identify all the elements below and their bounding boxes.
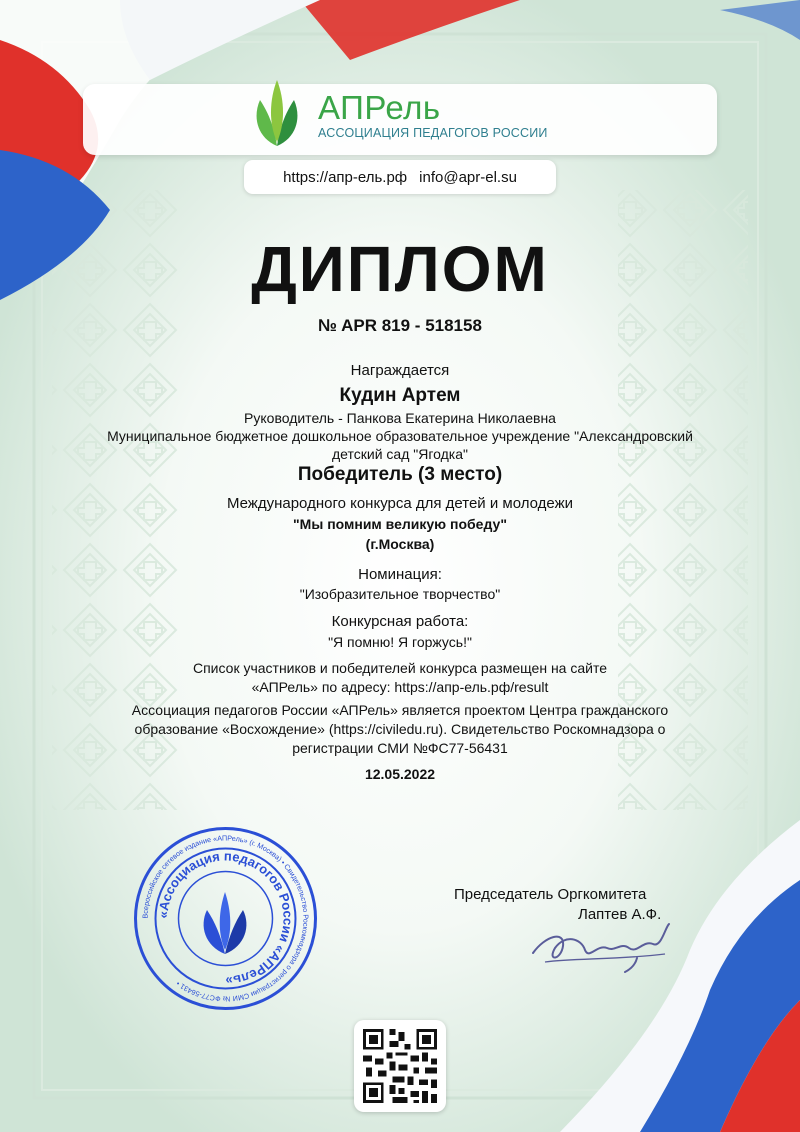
legal-line-3: регистрации СМИ №ФС77-56431 (292, 740, 508, 756)
diploma-number: № APR 819 - 518158 (318, 316, 482, 335)
stamp-ring-text: Всероссийское сетевое издание «АПРель» (г. Москва) • Свидетельство Роскомнадзора о регистрации СМИ № ФС77-56431 • (140, 833, 311, 1004)
email-link[interactable]: info@apr-el.su (419, 168, 517, 186)
supervisor: Руководитель - Панкова Екатерина Николаевна (244, 410, 556, 426)
stamp-center-text: «Ассоциация педагогов России «АПРель» (155, 848, 296, 989)
signature-name: Лаптев А.Ф. (578, 906, 662, 923)
qr-code (363, 1029, 437, 1103)
recipient-name: Кудин Артем (339, 385, 461, 406)
nomination-label: Номинация: (358, 566, 442, 583)
nomination-value: "Изобразительное творчество" (299, 586, 501, 602)
official-stamp (133, 826, 318, 1011)
results-line-1: Список участников и победителей конкурса размещен на сайте (192, 660, 607, 676)
work-label: Конкурсная работа: (331, 613, 469, 630)
legal-line-1: Ассоциация педагогов России «АПРель» является проектом Центра гражданского (131, 702, 669, 718)
legal-line-2: образование «Восхождение» (https://civiledu.ru). Свидетельство Роскомнадзора о (134, 721, 666, 737)
signature-image (525, 918, 675, 973)
brand-name: АПРель (318, 89, 441, 126)
contest-city: (г.Москва) (365, 536, 435, 552)
contact-bar (244, 160, 556, 194)
brand-subtitle: АССОЦИАЦИЯ ПЕДАГОГОВ РОССИИ (318, 126, 548, 140)
leaf-logo-icon (250, 78, 304, 148)
placement: Победитель (3 место) (297, 464, 503, 485)
website-link[interactable]: https://апр-ель.рф (283, 168, 408, 186)
diploma-title: ДИПЛОМ (251, 233, 549, 305)
work-title: "Я помню! Я горжусь!" (328, 634, 472, 650)
issue-date: 12.05.2022 (364, 766, 436, 782)
results-line-2: «АПРель» по адресу: https://апр-ель.рф/result (251, 679, 549, 695)
awarded-label: Награждается (350, 362, 450, 379)
contest-type: Международного конкурса для детей и молодежи (226, 495, 574, 512)
institution-line-2: детский сад "Ягодка" (332, 446, 468, 462)
qr-code-card[interactable] (354, 1020, 446, 1112)
institution-line-1: Муниципальное бюджетное дошкольное образовательное учреждение "Александровский (107, 428, 693, 444)
stamp-leaf-icon (204, 892, 247, 954)
signature-title: Председатель Оргкомитета (454, 886, 647, 903)
contest-name: "Мы помним великую победу" (293, 516, 507, 532)
